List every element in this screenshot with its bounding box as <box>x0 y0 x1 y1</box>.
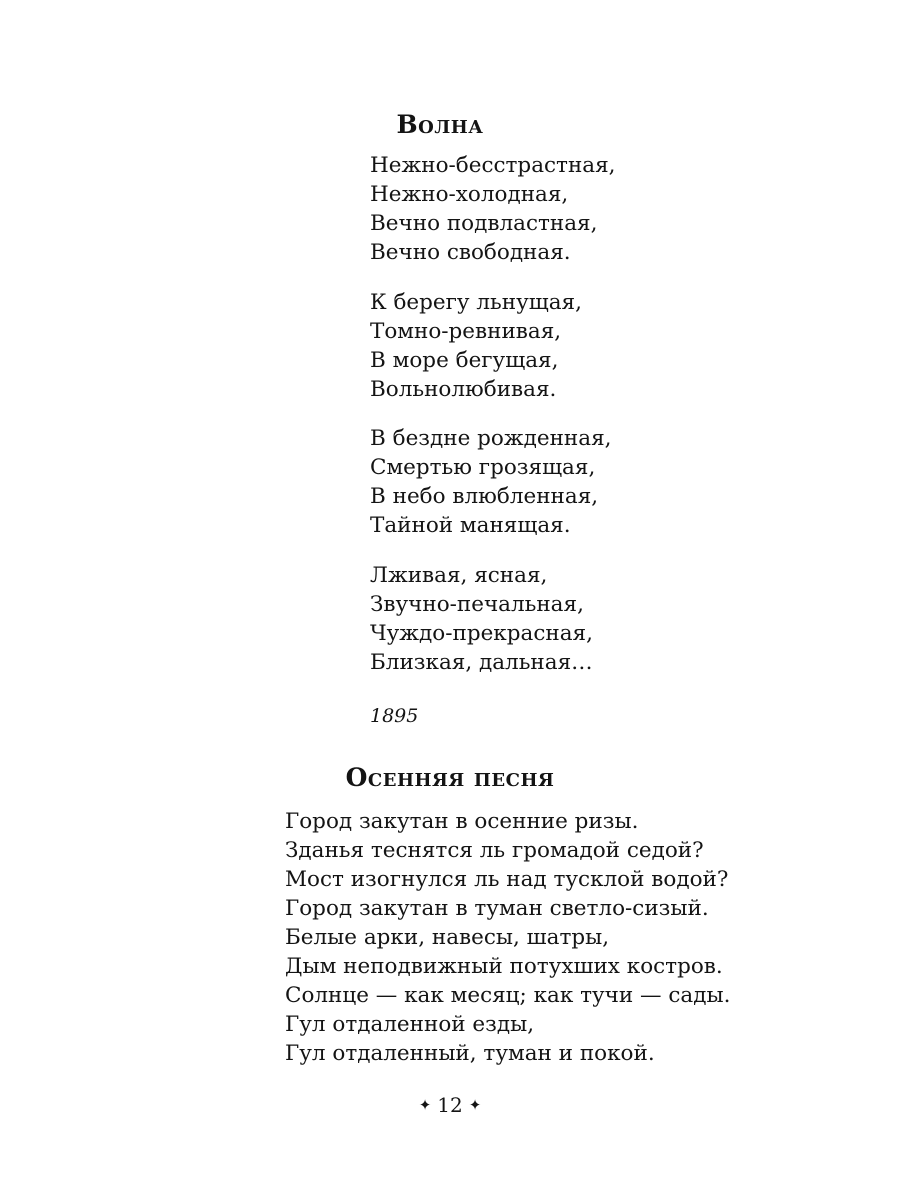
verse-line: Нежно-холодная, <box>370 182 569 207</box>
verse-line: В море бегущая, <box>370 348 559 373</box>
poem-date: 1895 <box>370 705 419 727</box>
verse-line: Тайной манящая. <box>370 513 571 538</box>
poem-title: Осенняя песня <box>345 763 555 792</box>
verse-line: В бездне рожденная, <box>370 426 612 451</box>
verse-line: Город закутан в осенние ризы. <box>285 809 639 834</box>
verse-line: Вечно свободная. <box>370 240 571 265</box>
verse-line: Чуждо-прекрасная, <box>370 621 593 646</box>
verse-line: Белые арки, навесы, шатры, <box>285 925 610 950</box>
verse-line: Солнце — как месяц; как тучи — сады. <box>285 983 731 1008</box>
ornament-star-icon: ✦ <box>468 1096 482 1114</box>
stanza <box>370 424 611 540</box>
verse-line: Зданья теснятся ль громадой седой? <box>285 838 704 863</box>
verse-line: Нежно-бесстрастная, <box>370 153 616 178</box>
verse-line: Звучно-печальная, <box>370 592 584 617</box>
verse-line: Гул отдаленной езды, <box>285 1012 535 1037</box>
stanza <box>370 288 582 404</box>
verse-line: Вольнолюбивая. <box>370 377 557 402</box>
poem-title: Волна <box>396 110 484 139</box>
stanza <box>370 151 616 267</box>
verse-line: Мост изогнулся ль над тусклой водой? <box>285 867 729 892</box>
verse-line: В небо влюбленная, <box>370 484 599 509</box>
verse-line: К берегу льнущая, <box>370 290 582 315</box>
verse-line: Город закутан в туман светло-сизый. <box>285 896 709 921</box>
verse-line: Лживая, ясная, <box>370 563 548 588</box>
verse-line: Вечно подвластная, <box>370 211 598 236</box>
verse-line: Близкая, дальная… <box>370 650 593 675</box>
page-number <box>0 1093 900 1117</box>
verse-line: Томно-ревнивая, <box>370 319 562 344</box>
verse-line: Гул отдаленный, туман и покой. <box>285 1041 655 1066</box>
stanza <box>285 807 730 1068</box>
verse-line: Смертью грозящая, <box>370 455 596 480</box>
verse-line: Дым неподвижный потухших костров. <box>285 954 723 979</box>
stanza <box>370 561 593 677</box>
page-number-value: 12 <box>437 1093 463 1117</box>
ornament-star-icon: ✦ <box>418 1096 432 1114</box>
